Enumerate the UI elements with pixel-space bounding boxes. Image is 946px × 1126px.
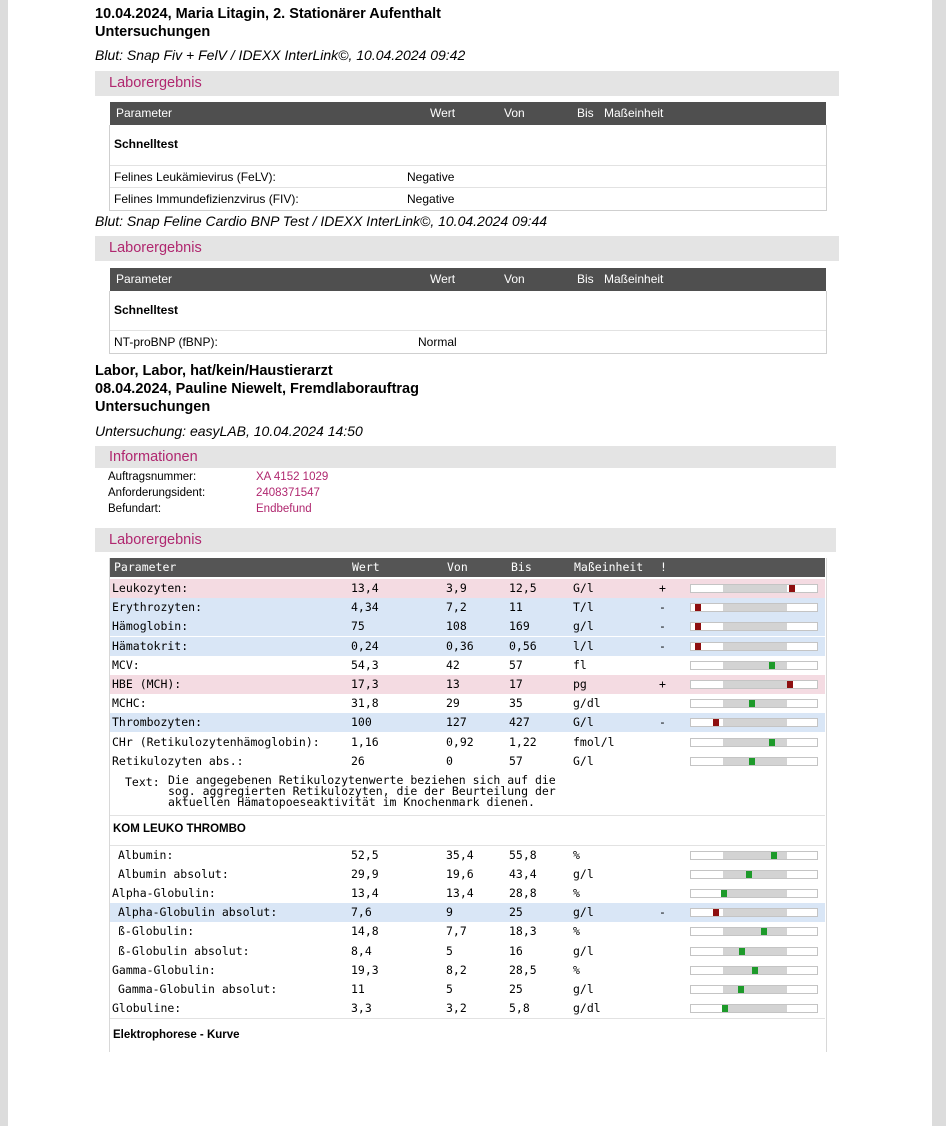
divider [110,815,825,816]
divider [110,330,826,331]
bis-cell: 11 [509,600,523,615]
von-cell: 3,9 [446,581,467,595]
value-cell: 19,3 [351,962,379,977]
range-gauge [690,889,818,898]
col-bis: Bis [511,560,532,574]
info-label: Auftragsnummer: [108,471,197,483]
reference-band [723,739,787,746]
unit-cell: % [573,848,580,862]
bis-cell: 169 [509,619,530,634]
reference-band [723,585,787,592]
flag-cell: - [659,715,666,730]
group-elektrophorese: Elektrophorese - Kurve [113,1029,240,1041]
unit-cell: fl [573,657,587,672]
von-cell: 7,2 [446,600,467,615]
range-gauge [690,622,818,631]
unit-cell: % [573,886,580,901]
value-cell: 0,24 [351,638,379,653]
param-cell: Gamma-Globulin absolut: [118,981,278,996]
lab-section-label: Laborergebnis [109,532,202,548]
table-row-param: Felines Immundefizienzvirus (FIV): [114,192,299,206]
value-cell: 17,3 [351,677,379,691]
unit-cell: G/l [573,715,594,730]
note-text [168,775,556,808]
flag-cell: - [659,600,666,615]
von-cell: 3,2 [446,1000,467,1015]
reference-band [723,928,787,935]
test2-table-body [109,291,827,354]
unit-cell: G/l [573,581,594,595]
value-cell: 7,6 [351,905,372,920]
value-cell: 4,34 [351,600,379,615]
table-row-value: Negative [407,192,455,206]
test1-table-header [110,102,826,125]
bis-cell: 16 [509,943,523,958]
param-cell: Albumin: [118,848,174,862]
von-cell: 0 [446,753,453,768]
value-cell: 29,9 [351,867,379,882]
reference-band [723,1005,787,1012]
table-row [110,846,825,865]
table-row [110,752,825,771]
info-value: Endbefund [256,503,312,515]
value-marker [761,928,767,935]
param-cell: CHr (Retikulozytenhämoglobin): [112,734,320,749]
col-wert: Wert [430,106,456,120]
info-label: Befundart: [108,503,162,515]
col-wert: Wert [352,560,380,574]
bis-cell: 1,22 [509,734,537,749]
range-gauge [690,584,818,593]
table-row [110,733,825,752]
unit-cell: g/dl [573,696,601,711]
unit-cell: g/l [573,867,594,882]
table-row [110,637,825,656]
test2-section-label: Laborergebnis [109,240,202,256]
value-marker [787,681,793,688]
col-parameter: Parameter [114,560,177,574]
table-row [110,694,825,713]
von-cell: 8,2 [446,962,467,977]
col-parameter: Parameter [116,272,173,286]
von-cell: 7,7 [446,924,467,939]
unit-cell: % [573,962,580,977]
range-gauge [690,908,818,917]
reference-band [723,890,787,897]
von-cell: 42 [446,657,460,672]
bis-cell: 17 [509,677,523,691]
col-masseinheit: Maßeinheit [604,106,664,120]
reference-band [723,623,787,630]
flag-cell: + [659,581,666,595]
col-flag: ! [660,560,667,574]
range-gauge [690,661,818,670]
range-gauge [690,680,818,689]
value-cell: 13,4 [351,581,379,595]
bis-cell: 25 [509,905,523,920]
group-kom-leuko-thrombo: KOM LEUKO THROMBO [113,823,246,835]
value-marker [752,967,758,974]
reference-band [723,681,787,688]
range-gauge [690,985,818,994]
bis-cell: 0,56 [509,638,537,653]
range-gauge [690,1004,818,1013]
table-row [110,980,825,999]
value-cell: 11 [351,981,365,996]
test1-section-label: Laborergebnis [109,75,202,91]
table-row-value: Negative [407,170,455,184]
value-cell: 75 [351,619,365,634]
range-gauge [690,738,818,747]
value-cell: 52,5 [351,848,379,862]
value-cell: 13,4 [351,886,379,901]
bis-cell: 57 [509,657,523,672]
table-row [110,999,825,1018]
note-line: aktuellen Hämatopoeseaktivität im Knochenmark dienen. [168,795,535,809]
value-cell: 3,3 [351,1000,372,1015]
reference-band [723,604,787,611]
col-wert: Wert [430,272,456,286]
value-cell: 54,3 [351,657,379,672]
col-masseinheit: Maßeinheit [604,272,664,286]
param-cell: MCV: [112,657,140,672]
reference-band [723,643,787,650]
table-row [110,865,825,884]
section-heading: Untersuchungen [95,24,211,40]
range-gauge [690,870,818,879]
value-marker [713,719,719,726]
info-value: 2408371547 [256,487,320,499]
value-marker [769,662,775,669]
test1-table-body [109,125,827,211]
table-row [110,598,825,617]
param-cell: Thrombozyten: [112,715,203,730]
visit-heading: 10.04.2024, Maria Litagin, 2. Stationärer Aufenthalt [95,6,441,22]
bis-cell: 28,8 [509,886,537,901]
range-gauge [690,966,818,975]
value-marker [695,643,701,650]
value-marker [721,890,727,897]
value-marker [722,1005,728,1012]
bis-cell: 57 [509,753,523,768]
table-row [110,617,825,636]
param-cell: Alpha-Globulin: [112,886,216,901]
range-gauge [690,757,818,766]
col-masseinheit: Maßeinheit [574,560,644,574]
value-cell: 1,16 [351,734,379,749]
von-cell: 127 [446,715,467,730]
bis-cell: 18,3 [509,924,537,939]
document-page [8,0,932,1126]
order2-section: Untersuchungen [95,399,211,415]
col-bis: Bis [577,106,594,120]
value-marker [739,948,745,955]
table-row-param: Felines Leukämievirus (FeLV): [114,170,276,184]
table-row [110,713,825,732]
param-cell: ß-Globulin absolut: [118,943,250,958]
flag-cell: - [659,905,666,920]
reference-band [723,719,787,726]
table-row [110,922,825,941]
table-row [110,884,825,903]
von-cell: 13,4 [446,886,474,901]
lab-section-bar [95,528,836,552]
von-cell: 108 [446,619,467,634]
table-row [110,675,825,694]
von-cell: 0,92 [446,734,474,749]
value-cell: 14,8 [351,924,379,939]
range-gauge [690,642,818,651]
reference-band [723,700,787,707]
reference-band [723,948,787,955]
flag-cell: - [659,619,666,634]
unit-cell: T/l [573,600,594,615]
value-marker [769,739,775,746]
info-label: Anforderungsident: [108,487,206,499]
von-cell: 13 [446,677,460,691]
bis-cell: 25 [509,981,523,996]
divider [110,165,826,166]
param-cell: Retikulozyten abs.: [112,753,244,768]
test1-section-bar [95,71,839,96]
value-marker [746,871,752,878]
test2-table-header [110,268,826,291]
table-row-value: Normal [418,335,457,349]
range-gauge [690,718,818,727]
param-cell: Hämoglobin: [112,619,189,634]
unit-cell: g/dl [573,1000,601,1015]
note-line: Die angegebenen Retikulozytenwerte beziehen sich auf die [168,773,556,787]
von-cell: 5 [446,981,453,996]
reference-band [723,758,787,765]
col-von: Von [504,106,525,120]
bis-cell: 55,8 [509,848,537,862]
param-cell: HBE (MCH): [112,677,182,691]
value-cell: 8,4 [351,943,372,958]
param-cell: Hämatokrit: [112,638,189,653]
unit-cell: g/l [573,905,594,920]
reference-band [723,986,787,993]
order2-line1: Labor, Labor, hat/kein/Haustierarzt [95,363,333,379]
table-row [110,579,825,598]
bis-cell: 43,4 [509,867,537,882]
info-section-bar [95,446,836,468]
divider [110,187,826,188]
divider [110,1018,825,1019]
value-marker [749,700,755,707]
unit-cell: g/l [573,981,594,996]
value-cell: 26 [351,753,365,768]
range-gauge [690,603,818,612]
test2-title: Blut: Snap Feline Cardio BNP Test / IDEXX InterLink©, 10.04.2024 09:44 [95,213,548,229]
von-cell: 19,6 [446,867,474,882]
von-cell: 5 [446,943,453,958]
value-marker [695,604,701,611]
param-cell: Erythrozyten: [112,600,203,615]
flag-cell: + [659,677,666,691]
bis-cell: 28,5 [509,962,537,977]
table-row [110,961,825,980]
note-label: Text: [125,775,160,789]
unit-cell: pg [573,677,587,691]
test1-group: Schnelltest [114,137,179,151]
test1-title: Blut: Snap Fiv + FelV / IDEXX InterLink©, 10.04.2024 09:42 [95,47,466,63]
flag-cell: - [659,638,666,653]
unit-cell: G/l [573,753,594,768]
reference-band [723,909,787,916]
range-gauge [690,927,818,936]
value-marker [695,623,701,630]
unit-cell: g/l [573,619,594,634]
order2-exam: Untersuchung: easyLAB, 10.04.2024 14:50 [95,423,363,439]
col-parameter: Parameter [116,106,173,120]
value-cell: 31,8 [351,696,379,711]
value-marker [771,852,777,859]
col-von: Von [504,272,525,286]
bis-cell: 427 [509,715,530,730]
value-marker [738,986,744,993]
value-cell: 100 [351,715,372,730]
value-marker [789,585,795,592]
von-cell: 0,36 [446,638,474,653]
range-gauge [690,699,818,708]
von-cell: 9 [446,905,453,920]
param-cell: Alpha-Globulin absolut: [118,905,278,920]
table-row [110,942,825,961]
param-cell: Albumin absolut: [118,867,229,882]
von-cell: 35,4 [446,848,474,862]
bis-cell: 5,8 [509,1000,530,1015]
order2-line2: 08.04.2024, Pauline Niewelt, Fremdlaborauftrag [95,381,419,397]
test2-group: Schnelltest [114,303,179,317]
reference-band [723,662,787,669]
table-row [110,903,825,922]
param-cell: Leukozyten: [112,581,189,595]
param-cell: Gamma-Globulin: [112,962,216,977]
unit-cell: fmol/l [573,734,615,749]
param-cell: MCHC: [112,696,147,711]
col-von: Von [447,560,468,574]
von-cell: 29 [446,696,460,711]
unit-cell: l/l [573,638,594,653]
reference-band [723,871,787,878]
bis-cell: 12,5 [509,581,537,595]
table-row [110,656,825,675]
lab-table-header [110,558,825,577]
range-gauge [690,851,818,860]
test2-section-bar [95,236,839,261]
bis-cell: 35 [509,696,523,711]
reference-band [723,852,787,859]
param-cell: Globuline: [112,1000,182,1015]
note-line: sog. aggregierten Retikulozyten, die der Beurteilung der [168,784,556,798]
table-row-param: NT-proBNP (fBNP): [114,335,218,349]
unit-cell: g/l [573,943,594,958]
info-section-label: Informationen [109,449,198,465]
unit-cell: % [573,924,580,939]
info-value: XA 4152 1029 [256,471,329,483]
param-cell: ß-Globulin: [118,924,195,939]
value-marker [749,758,755,765]
value-marker [713,909,719,916]
col-bis: Bis [577,272,594,286]
range-gauge [690,947,818,956]
